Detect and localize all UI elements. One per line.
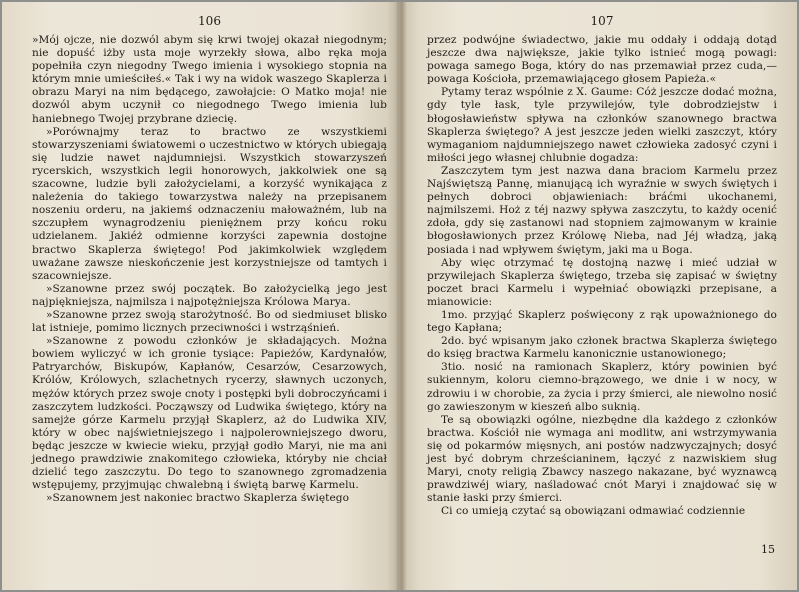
open-book <box>2 2 797 590</box>
signature-mark: 15 <box>761 543 775 556</box>
paragraph: 2do. być wpisanym jako członek bractwa Skaplerza świętego do księg bractwa Karmelu kanonicznie ustanowionego; <box>427 335 777 361</box>
page-number-right: 107 <box>590 14 614 28</box>
paragraph: »Szanowne z powodu członków je składających. Można bowiem wyliczyć w ich gronie tysiące: Papieżów, Kardynałów, Patryarchów, Biskupów, Kapłanów, Cesarzów, Cesarzowych, Królów, Królowych, szlachetnych rycerzy, sławnych uczonych, mężów których przez swoje cnoty i postępki byli dobroczyńcami i zaszczytem ludzkości. Począwszy od Ludwika świętego, który na samejże górze Karmelu przyjął Skaplerz, aż do Ludwika XIV, który w obec najświetniejszego i najpolerowniejszego dworu, będąc jeszcze w kwiecie wieku, przyjął godło Maryi, nie ma ani jednego prawdziwie znakomitego człowieka, któryby nie chciał dzielić tego zaszczytu. Do tego to szanownego zgromadzenia wstępujemy, przyjmując chwalebną i świętą barwę Karmelu. <box>32 335 387 492</box>
paragraph: »Mój ojcze, nie dozwól abym się krwi twojej okazał niegodnym; nie dopuść iżby usta moje wyrzekły słowa, albo ręka moja popełniła czyn niegodny Twego imienia i wysokiego stopnia na którym mnie umieściłeś.« Tak i wy na widok waszego Skaplerza i obrazu Maryi na nim będącego, zawołajcie: O Matko moja! nie dozwól abym uczynił co niegodnego Twego imienia lub haniebnego Twojej przybrane dziecię. <box>32 34 387 125</box>
paragraph: 3tio. nosić na ramionach Skaplerz, który powinien być sukiennym, koloru ciemno-brązowego, we dnie i w nocy, w zdrowiu i w chorobie, za życia i przy śmierci, ale niewolno nosić go zawieszonym w kieszeń albo suknią. <box>427 361 777 413</box>
paragraph: »Szanowne przez swoją starożytność. Bo od siedmiuset blisko lat istnieje, pomimo licznych przeciwności i wstrząśnień. <box>32 308 387 335</box>
paragraph: Te są obowiązki ogólne, niezbędne dla każdego z członków bractwa. Kościół nie wymaga ani modlitw, ani wstrzymywania się od pokarmów mięsnych, ani postów nadzwyczajnych; dosyć jest być dobrym chrześcianinem, łączyć z nazwiskiem sług Maryi, cnoty religią Zbawcy naszego nakazane, być wyznawcą prawdziwéj wiary, naśladować cnót Maryi i znajdować się w stanie łaski przy śmierci. <box>427 413 777 505</box>
paragraph: Pytamy teraz wspólnie z X. Gaume: Cóż jeszcze dodać można, gdy tyle łask, tyle przywilejów, tyle dobrodziejstw i błogosławieństw spływa na członków szanownego bractwa Skaplerza świętego? A jest jeszcze jeden wielki zaszczyt, który wymaganiom najdumniejszego nawet człowieka zadosyć czyni i miłości jego własnej chlubnie dogadza: <box>427 86 777 164</box>
paragraph: Aby więc otrzymać tę dostojną nazwę i mieć udział w przywilejach Skaplerza świętego, trzeba się zapisać w świętny poczet braci Karmelu i wypełniać obowiązki przepisane, a mianowicie: <box>427 256 777 308</box>
paragraph: Zaszczytem tym jest nazwa dana braciom Karmelu przez Najświętszą Pannę, mianującą ich wyraźnie w swych świętych i pełnych dobroci objawieniach: bráćmi ukochanemi, najmilszemi. Hoż z téj nazwy spływa zaszczytu, to każdy ocenić zdoła, gdy się zastanowi nad stopniem zajmowanym w krainie błogosławionych przez Królowę Nieba, nad Jéj władzą, jaką posiada i nad wpływem świętym, jaki ma u Boga. <box>427 164 777 256</box>
left-page <box>2 2 399 590</box>
paragraph: przez podwójne świadectwo, jakie mu oddały i oddają dotąd jeszcze dwa największe, jakie tylko istnieć mogą powagi: powaga samego Boga, który do nas przemawiał przez cuda,—powaga Kościoła, przemawiającego głosem Papieża.« <box>427 34 777 86</box>
paragraph: »Szanowne przez swój początek. Bo założycielką jego jest najpiękniejsza, najmilsza i najpotężniejsza Królowa Marya. <box>32 282 387 308</box>
right-page-text <box>427 34 777 518</box>
right-page <box>399 2 797 590</box>
page-number-left: 106 <box>198 14 221 28</box>
paragraph: 1mo. przyjąć Skaplerz poświęcony z rąk upoważnionego do tego Kapłana; <box>427 308 777 335</box>
left-page-text <box>32 34 387 505</box>
paragraph: »Szanownem jest nakoniec bractwo Skaplerza świętego <box>46 492 350 505</box>
paragraph: »Porównajmy teraz to bractwo ze wszystkiemi stowarzyszeniami światowemi o uczestnictwo w których ubiegają się ludzie nawet najdumniejsi. Wszystkich stowarzyszeń rycerskich, wszystkich legii honorowych, jakkolwiek one są szacowne, ludzie byli założycielami, a korzyść wynikająca z należenia do takiego towarzystwa należy na przepisanem noszeniu orderu, na jakiemś odznaczeniu małoważném, lub na szczupłem wynagrodzeniu pieniężnem przy końcu roku udzielanem. Jakiéż odmienne korzyści zapewnia dostojne bractwo Skaplerza świętego! Pod jakimkolwiek względem uważane zawsze nieskończenie jest korzystniejsze od tamtych i szacowniejsze. <box>32 125 387 282</box>
paragraph: Ci co umieją czytać są obowiązani odmawiać codziennie <box>441 505 746 518</box>
